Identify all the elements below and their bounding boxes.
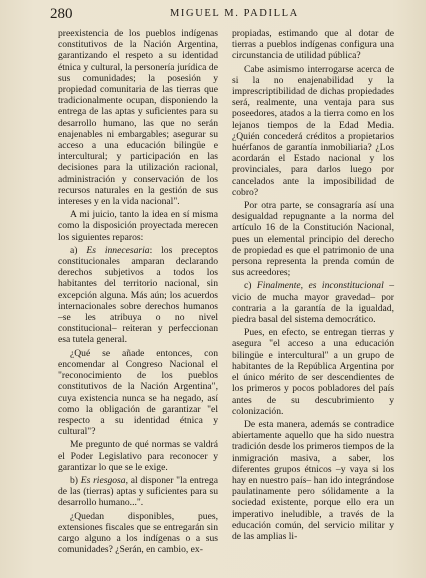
paragraph <box>58 439 218 473</box>
paragraph-text: ¿Qué se añade entonces, con encomendar al Congreso Nacional el "reconocimiento de los pueblos constitutivos de la Nación Argentina", cuya existencia nunca se ha negado, así como la obligación de garantizar "el respecto a su identidad étnica y cultural"? <box>58 347 218 438</box>
paragraph-text: De esta manera, además se contradice abiertamente aquello que ha sido nuestra tradición desde los primeros tiempos de la inmigración masiva, a saber, los diferentes grupos étnicos –y vaya si los hay en nuestro país– han ido integrándose paulatinamente pero sólidamente a la sociedad existente, porque ello era un imperativo ineludible, a través de la educación común, del servicio militar y de las amplias li- <box>232 418 394 542</box>
paragraph-text: Cabe asimismo interrogarse acerca de si la no enajenabilidad y la imprescriptibilidad de dichas propiedades será, realmente, una ventaja para sus poseedores, atados a la tierra como en los lejanos tiempos de la Edad Media. ¿Quién concederá créditos a propietarios huérfanos de garantía inmobiliaria? ¿Los acordarán el Estado nacional y los provinciales, para darlos luego por cancelados ante la imposibilidad de cobro? <box>232 63 394 198</box>
paragraph-text: preexistencia de los pueblos indígenas constitutivos de la Nación Argentina, garantizando el respeto a su identidad étnica y cultural, la personería jurídica de sus comunidades; la posesión y propiedad comunitaria de las tierras que tradicionalmente ocupan, disponiendo la entrega de las aptas y suficientes para su desarrollo humano, las que no serán enajenables ni embargables; asegurar su acceso a una educación bilingüe e intercultural; y participación en las decisiones para la utilización racional, administración y conservación de los recursos naturales en la gestión de sus intereses y en la vida nacional". <box>58 28 218 208</box>
paragraph-text: A mi juicio, tanto la idea en sí misma como la disposición proyectada merecen los siguientes reparos: <box>58 209 218 243</box>
paragraph <box>58 28 218 207</box>
paragraph <box>232 64 394 198</box>
paragraph <box>232 327 394 417</box>
paragraph-text: Pues, en efecto, se entregan tierras y asegura "el acceso a una educación bilingüe e intercultural" a un grupo de habitantes de la República Argentina por el único mérito de ser descendientes de los primeros y pocos pobladores del país antes de su descubrimiento y colonización. <box>232 327 394 417</box>
page-header <box>50 6 412 22</box>
paragraph-text: –vicio de mucha mayor gravedad– por contraria a la garantía de la igualdad, piedra basal del sistema democrático. <box>232 280 395 326</box>
right-text-column <box>232 28 394 542</box>
paragraph <box>232 419 394 542</box>
paragraph <box>232 280 394 325</box>
italic-heading: Es riesgosa <box>80 474 126 486</box>
italic-heading: Es innecesaria <box>86 244 150 256</box>
item-marker: a) <box>70 244 87 256</box>
paragraph <box>232 28 394 62</box>
paragraph <box>58 475 218 509</box>
paragraph <box>58 348 218 438</box>
paragraph-text: Por otra parte, se consagraría así una desigualdad repugnante a la norma del artículo 16 de la Constitución Nacional, pues un elemental principio del derecho de propiedad es que el patrimonio de una persona representa la prenda común de sus acreedores; <box>232 200 394 279</box>
item-marker: b) <box>70 474 81 486</box>
paragraph <box>58 511 218 556</box>
paragraph <box>58 209 218 243</box>
paragraph-text: , al disponer "la entrega de las (tierras) aptas y suficientes para su desarrollo humano...". <box>58 474 218 509</box>
running-head-author: MIGUEL M. PADILLA <box>170 8 299 19</box>
paragraph-text: propiadas, estimando que al dotar de tierras a pueblos indígenas configura una circunstancia de utilidad pública? <box>232 28 394 62</box>
paragraph-text: ¿Quedan disponibles, pues, extensiones fiscales que se entregarán sin cargo alguno a los indígenas o a sus comunidades? ¿Serán, en cambio, ex- <box>58 510 218 556</box>
item-marker: c) <box>244 280 257 292</box>
paragraph <box>232 200 394 278</box>
paragraph-text: Me pregunto de qué normas se valdrá el Poder Legislativo para reconocer y garantizar lo que se le exige. <box>58 439 218 473</box>
page-number: 280 <box>50 6 73 22</box>
left-text-column <box>58 28 218 555</box>
paragraph-text: : los preceptos constitucionales amparan declarando derechos subjetivos a todos los habitantes del territorio nacional, sin excepción alguna. Más aún; los acuerdos internacionales sobre derechos humanos –se les atribuya o no nivel constitucional– reiteran y perfeccionan esa tutela general. <box>58 244 218 346</box>
italic-heading: Finalmente, es inconstitucional <box>256 280 384 292</box>
paragraph <box>58 245 218 346</box>
